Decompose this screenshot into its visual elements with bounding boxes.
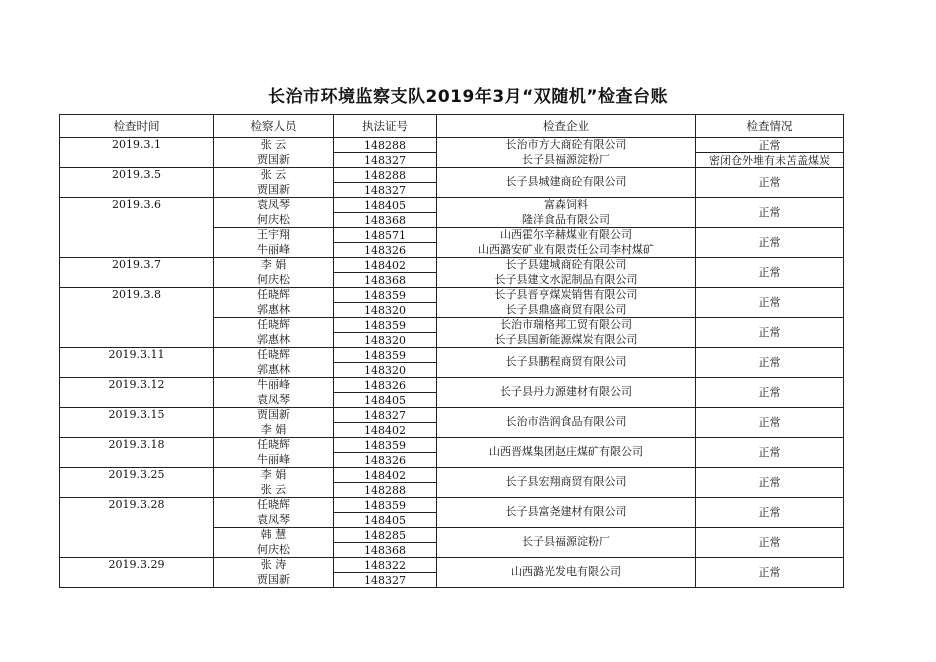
inspector-name: 王宇翔 bbox=[257, 228, 290, 241]
company-name: 长子县国新能源煤炭有限公司 bbox=[494, 332, 638, 346]
company-cell bbox=[437, 468, 696, 498]
inspector-name: 何庆松 bbox=[257, 542, 290, 556]
cert-number-cell: 148405 bbox=[334, 513, 437, 528]
inspection-date-cell: 2019.3.5 bbox=[60, 168, 214, 198]
company-cell bbox=[437, 198, 696, 228]
cert-number-cell: 148288 bbox=[334, 483, 437, 498]
company-cell bbox=[437, 438, 696, 468]
inspector-name: 李 娟 bbox=[260, 422, 287, 436]
ledger-grid bbox=[59, 114, 844, 588]
inspectors-cell bbox=[214, 558, 334, 588]
cert-number-cell: 148359 bbox=[334, 318, 437, 333]
header-row bbox=[60, 115, 844, 138]
company-name: 长治市方大商砼有限公司 bbox=[505, 138, 627, 151]
company-name: 山西潞光发电有限公司 bbox=[511, 565, 621, 579]
inspection-result-cell: 正常 bbox=[696, 288, 844, 318]
company-cell bbox=[437, 288, 696, 318]
inspector-name: 李 娟 bbox=[260, 258, 287, 271]
company-name: 长子县富尧建材有限公司 bbox=[505, 505, 627, 519]
inspection-date-cell: 2019.3.25 bbox=[60, 468, 214, 498]
company-name: 长子县丹力源建材有限公司 bbox=[500, 385, 632, 399]
company-name: 长子县晋亨煤炭销售有限公司 bbox=[494, 288, 638, 301]
inspectors-cell bbox=[214, 468, 334, 498]
cert-number-cell: 148368 bbox=[334, 543, 437, 558]
table-row bbox=[60, 348, 844, 363]
company-cell bbox=[437, 558, 696, 588]
cert-number-cell: 148402 bbox=[334, 423, 437, 438]
cert-number-cell: 148327 bbox=[334, 153, 437, 168]
company-name: 长子县城建商砼有限公司 bbox=[505, 175, 627, 189]
inspection-date-cell: 2019.3.15 bbox=[60, 408, 214, 438]
inspector-name: 何庆松 bbox=[257, 212, 290, 226]
inspector-name: 任晓辉 bbox=[257, 318, 290, 331]
inspectors-cell bbox=[214, 378, 334, 408]
inspection-result-cell: 正常 bbox=[696, 138, 844, 153]
cert-number-cell: 148320 bbox=[334, 363, 437, 378]
cert-number-cell: 148288 bbox=[334, 168, 437, 183]
table-row bbox=[60, 378, 844, 393]
cert-number-cell: 148368 bbox=[334, 273, 437, 288]
cert-number-cell: 148327 bbox=[334, 408, 437, 423]
company-cell bbox=[437, 168, 696, 198]
company-name: 长子县鹏程商贸有限公司 bbox=[505, 355, 627, 369]
inspection-date-cell: 2019.3.18 bbox=[60, 438, 214, 468]
table-row bbox=[60, 408, 844, 423]
cert-number-cell: 148327 bbox=[334, 183, 437, 198]
cert-number-cell: 148322 bbox=[334, 558, 437, 573]
inspectors-cell bbox=[214, 258, 334, 288]
company-name: 长治市瑞格邦工贸有限公司 bbox=[500, 318, 632, 331]
inspection-result-cell: 密闭仓外堆有未苫盖煤炭 bbox=[696, 153, 844, 168]
company-name: 山西潞安矿业有限责任公司李村煤矿 bbox=[478, 242, 654, 256]
inspection-result-cell: 正常 bbox=[696, 528, 844, 558]
cert-number-cell: 148405 bbox=[334, 198, 437, 213]
cert-number-cell: 148288 bbox=[334, 138, 437, 153]
cert-number-cell: 148402 bbox=[334, 468, 437, 483]
inspector-name: 贾国新 bbox=[257, 182, 290, 196]
inspector-name: 李 娟 bbox=[260, 468, 287, 481]
table-row bbox=[60, 138, 844, 153]
inspectors-cell bbox=[214, 408, 334, 438]
page-title: 长治市环境监察支队2019年3月“双随机”检查台账 bbox=[268, 87, 668, 107]
inspector-name: 张 云 bbox=[260, 168, 287, 181]
inspection-result-cell: 正常 bbox=[696, 408, 844, 438]
cert-number-cell: 148326 bbox=[334, 243, 437, 258]
inspection-result-cell: 正常 bbox=[696, 438, 844, 468]
company-name: 长子县鼎盛商贸有限公司 bbox=[505, 302, 627, 316]
inspector-name: 牛丽峰 bbox=[257, 242, 290, 256]
company-name: 长子县建城商砼有限公司 bbox=[505, 258, 627, 271]
inspection-result-cell: 正常 bbox=[696, 318, 844, 348]
inspector-name: 贾国新 bbox=[257, 572, 290, 586]
inspectors-cell bbox=[214, 198, 334, 228]
inspector-name: 任晓辉 bbox=[257, 438, 290, 451]
cert-number-cell: 148326 bbox=[334, 453, 437, 468]
cert-number-cell: 148359 bbox=[334, 438, 437, 453]
inspectors-cell bbox=[214, 348, 334, 378]
table-row bbox=[60, 288, 844, 303]
company-cell bbox=[437, 228, 696, 258]
cert-number-cell: 148359 bbox=[334, 498, 437, 513]
cert-number-cell: 148285 bbox=[334, 528, 437, 543]
inspection-ledger-table bbox=[59, 114, 844, 588]
cert-number-cell: 148359 bbox=[334, 288, 437, 303]
company-name: 长治市浩润食品有限公司 bbox=[505, 415, 627, 429]
inspectors-cell bbox=[214, 288, 334, 318]
inspector-name: 袁凤琴 bbox=[257, 392, 290, 406]
inspection-result-cell: 正常 bbox=[696, 498, 844, 528]
inspector-name: 牛丽峰 bbox=[257, 452, 290, 466]
inspector-name: 贾国新 bbox=[257, 408, 290, 421]
inspectors-cell bbox=[214, 168, 334, 198]
header-result: 检查情况 bbox=[696, 115, 844, 138]
table-row bbox=[60, 498, 844, 513]
table-row bbox=[60, 558, 844, 573]
company-name: 长子县福源淀粉厂 bbox=[522, 535, 610, 549]
inspection-date-cell: 2019.3.28 bbox=[60, 498, 214, 558]
inspection-date-cell: 2019.3.29 bbox=[60, 558, 214, 588]
header-company: 检查企业 bbox=[437, 115, 696, 138]
company-cell bbox=[437, 378, 696, 408]
cert-number-cell: 148405 bbox=[334, 393, 437, 408]
inspectors-cell bbox=[214, 528, 334, 558]
inspection-result-cell: 正常 bbox=[696, 468, 844, 498]
inspectors-cell bbox=[214, 138, 334, 168]
cert-number-cell: 148327 bbox=[334, 573, 437, 588]
company-name: 山西霍尔辛赫煤业有限公司 bbox=[500, 228, 632, 241]
inspector-name: 张 涛 bbox=[260, 558, 287, 571]
table-row bbox=[60, 438, 844, 453]
inspection-result-cell: 正常 bbox=[696, 198, 844, 228]
inspector-name: 任晓辉 bbox=[257, 348, 290, 361]
inspection-result-cell: 正常 bbox=[696, 348, 844, 378]
company-name: 隆洋食品有限公司 bbox=[522, 212, 610, 226]
cert-number-cell: 148320 bbox=[334, 303, 437, 318]
inspectors-cell bbox=[214, 228, 334, 258]
inspector-name: 郭惠林 bbox=[257, 302, 290, 316]
company-cell bbox=[437, 138, 696, 168]
ledger-body bbox=[60, 115, 844, 588]
inspection-date-cell: 2019.3.1 bbox=[60, 138, 214, 168]
cert-number-cell: 148359 bbox=[334, 348, 437, 363]
inspector-name: 郭惠林 bbox=[257, 332, 290, 346]
table-row bbox=[60, 198, 844, 213]
company-name: 山西晋煤集团赵庄煤矿有限公司 bbox=[489, 445, 643, 459]
header-cert-number: 执法证号 bbox=[334, 115, 437, 138]
inspector-name: 张 云 bbox=[260, 482, 287, 496]
company-name: 长子县福源淀粉厂 bbox=[522, 152, 610, 166]
company-cell bbox=[437, 258, 696, 288]
inspectors-cell bbox=[214, 438, 334, 468]
company-name: 长子县宏翔商贸有限公司 bbox=[505, 475, 627, 489]
inspectors-cell bbox=[214, 318, 334, 348]
inspection-date-cell: 2019.3.6 bbox=[60, 198, 214, 258]
table-row bbox=[60, 168, 844, 183]
table-row bbox=[60, 468, 844, 483]
inspection-result-cell: 正常 bbox=[696, 258, 844, 288]
inspector-name: 张 云 bbox=[260, 138, 287, 151]
cert-number-cell: 148326 bbox=[334, 378, 437, 393]
company-cell bbox=[437, 348, 696, 378]
inspector-name: 任晓辉 bbox=[257, 498, 290, 511]
inspector-name: 何庆松 bbox=[257, 272, 290, 286]
company-name: 富森饲料 bbox=[544, 198, 588, 211]
inspection-result-cell: 正常 bbox=[696, 168, 844, 198]
inspection-result-cell: 正常 bbox=[696, 558, 844, 588]
cert-number-cell: 148320 bbox=[334, 333, 437, 348]
cert-number-cell: 148571 bbox=[334, 228, 437, 243]
inspection-result-cell: 正常 bbox=[696, 378, 844, 408]
table-row bbox=[60, 258, 844, 273]
cert-number-cell: 148402 bbox=[334, 258, 437, 273]
company-cell bbox=[437, 498, 696, 528]
inspector-name: 郭惠林 bbox=[257, 362, 290, 376]
inspector-name: 袁凤琴 bbox=[257, 198, 290, 211]
inspection-date-cell: 2019.3.11 bbox=[60, 348, 214, 378]
inspector-name: 牛丽峰 bbox=[257, 378, 290, 391]
inspection-date-cell: 2019.3.12 bbox=[60, 378, 214, 408]
company-name: 长子县建文水泥制品有限公司 bbox=[494, 272, 638, 286]
header-inspectors: 检察人员 bbox=[214, 115, 334, 138]
inspector-name: 贾国新 bbox=[257, 152, 290, 166]
inspector-name: 袁凤琴 bbox=[257, 512, 290, 526]
company-cell bbox=[437, 528, 696, 558]
inspection-date-cell: 2019.3.8 bbox=[60, 288, 214, 348]
company-cell bbox=[437, 408, 696, 438]
company-cell bbox=[437, 318, 696, 348]
inspection-result-cell: 正常 bbox=[696, 228, 844, 258]
header-inspection-date: 检查时间 bbox=[60, 115, 214, 138]
inspector-name: 韩 慧 bbox=[260, 528, 287, 541]
inspectors-cell bbox=[214, 498, 334, 528]
cert-number-cell: 148368 bbox=[334, 213, 437, 228]
inspection-date-cell: 2019.3.7 bbox=[60, 258, 214, 288]
inspector-name: 任晓辉 bbox=[257, 288, 290, 301]
